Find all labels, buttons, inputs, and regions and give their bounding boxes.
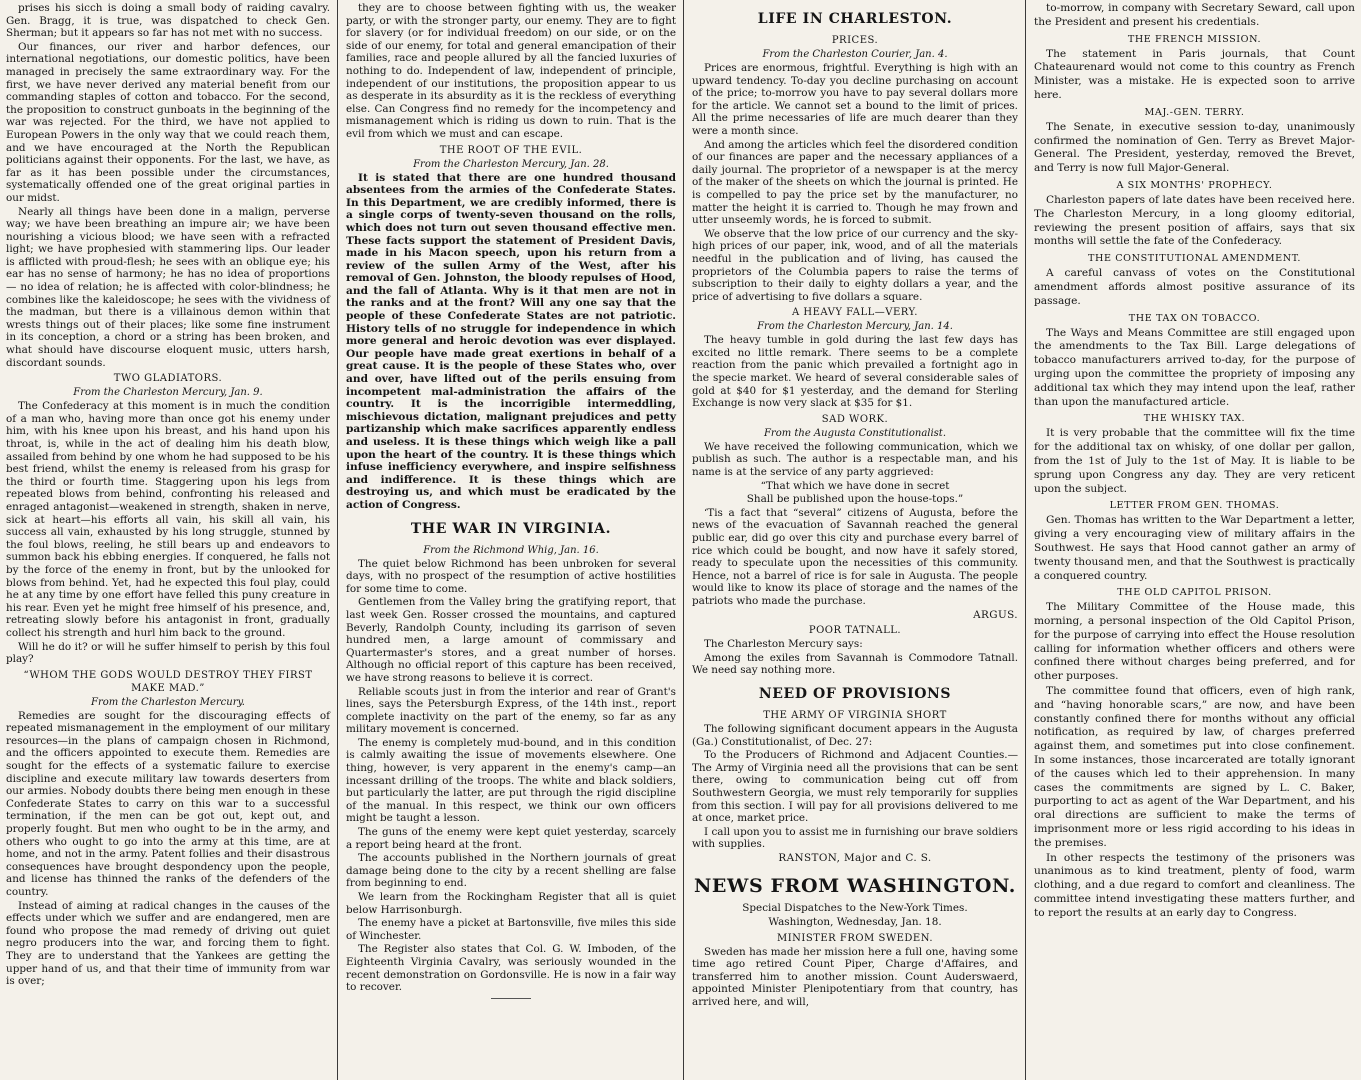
paragraph: The Military Committee of the House made, this morning, a personal inspection of the Old Capitol Prison, for the purpose of carrying into effect the House resolution calling for information whether officers and others were confined there without charges being preferred, and for other purposes. (1034, 601, 1355, 683)
quotation-line: Shall be published upon the house-tops.” (746, 493, 964, 506)
signature-ranston: RANSTON, Major and C. S. (778, 851, 932, 864)
section-heading-war-in-virginia: THE WAR IN VIRGINIA. (410, 520, 612, 537)
paragraph: The following significant document appears in the Augusta (Ga.) Constitutionalist, of Dec. 27: (692, 722, 1018, 748)
paragraph: I call upon you to assist me in furnishing our brave soldiers with supplies. (692, 825, 1018, 851)
paragraph: The enemy is completely mud-bound, and in this condition is calmly awaiting the issue of movements elsewhere. One thing, however, is very apparent in the enemy's camp—an incessant drilling of the troops. The white and black soldiers, but particularly the latter, are put through the rigid discipline of the manual. In this respect, we think our own officers might be taught a lesson. (346, 736, 676, 825)
paragraph: Remedies are sought for the discouraging effects of repeated mismanagement in the employment of our military resources—in the plans of campaign chosen in Richmond, and the officers appointed to execute them. Remedies are sought for the effects of a systematic failure to exercise discipline and execute military law towards deserters from our armies. Nobody doubts there being men enough in these Confederate States to carry on this war to a successful termination, if the men can be got out, kept out, and properly fought. But men who ought to be in the army, and others who ought to go into the army at this time, are at home, and not in the army. Patent follies and their disastrous consequences have brought despondency upon the people, and license has thinned the ranks of the defenders of the country. (6, 709, 330, 898)
article-source: From the Charleston Mercury, Jan. 28. (413, 158, 609, 170)
article-source: From the Charleston Mercury, Jan. 14. (757, 321, 953, 333)
paragraph: We learn from the Rockingham Register that all is quiet below Harrisonburgh. (346, 891, 676, 916)
section-heading-need-of-provisions: NEED OF PROVISIONS (758, 685, 952, 702)
paragraph: Our finances, our river and harbor defences, our international negotiations, our domestic politics, have been managed in precisely the same extraordinary way. For the first, we have never derived any material benefit from our commanding staples of cotton and tobacco. For the second, the proposition to construct gunboats in the beginning of the war was rejected. For the third, we have not applied to European Powers in the only way that we could reach them, and we have encouraged at the North the Republican politicians against their opponents. For the last, we have, as far as it has been possible under the circumstances, systematically offended one of the great original parties in our midst. (6, 40, 330, 204)
section-heading-prices: PRICES. (831, 35, 879, 46)
paragraph: prises his sicch is doing a small body of raiding cavalry. Gen. Bragg, it is true, was dispatched to check Gen. Sherman; but it appears so far has not met with no success. (6, 2, 330, 40)
paragraph: We have received the following communication, which we publish as such. The author is a respectable man, and his name is at the service of any party aggrieved: (692, 440, 1018, 479)
paragraph: Among the exiles from Savannah is Commodore Tatnall. We need say nothing more. (692, 651, 1018, 677)
paragraph: To the Producers of Richmond and Adjacent Counties.—The Army of Virginia need all the provisions that can be sent there, owing to communication being cut off from Southwestern Georgia, we must rely temporarily for supplies from this section. I will pay for all provisions delivered to me at once, market price. (692, 749, 1018, 825)
section-subheading-army-of-virginia: THE ARMY OF VIRGINIA SHORT (763, 709, 947, 721)
paragraph: It is very probable that the committee will fix the time for the additional tax on whisky, of one dollar per gallon, from the 1st of July to the 1st of May. It is liable to be sprung upon Congress any day. They are very reticent upon the subject. (1034, 427, 1355, 495)
section-heading-life-in-charleston: LIFE IN CHARLESTON. (757, 11, 953, 27)
paragraph: to-morrow, in company with Secretary Seward, call upon the President and present his credentials. (1034, 2, 1355, 28)
paragraph: The enemy have a picket at Bartonsville, five miles this side of Winchester. (346, 917, 676, 942)
article-source: From the Augusta Constitutionalist. (763, 427, 947, 439)
signature-argus: ARGUS. (973, 608, 1018, 621)
dispatch-line: Special Dispatches to the New-York Times. (742, 902, 968, 915)
section-heading-poor-tatnall: POOR TATNALL. (808, 625, 902, 637)
paragraph: ‘Tis a fact that “several” citizens of Augusta, before the news of the evacuation of Savannah reached the general public ear, did go over this city and purchase every barrel of rice which could be bought, and now have it safely stored, ready to speculate upon the necessities of this community. Hence, not a barrel of rice is for sale in Augusta. The people would like to know its place of storage and the names of the patriots who made the purchase. (692, 506, 1018, 607)
paragraph: In other respects the testimony of the prisoners was unanimous as to kind treatment, plenty of food, warm clothing, and a due regard to comfort and cleanliness. The committee intend investigating these matters further, and to report the results at an early day to Congress. (1034, 851, 1355, 919)
paragraph: The committee found that officers, even of high rank, and “having honorable scars,” are now, and have been constantly confined there for months without any official notification, as required by law, of charges preferred against them, and sometimes put into close confinement. In some instances, those incarcerated are totally ignorant of the causes which led to their apprehension. In many cases the commitments are signed by L. C. Baker, purporting to act as agent of the War Department, and his oral directions are sufficient to make the terms of imprisonment more or less rigid according to his ideas in the premises. (1034, 685, 1355, 849)
article-source: From the Charleston Mercury, Jan. 9. (73, 387, 263, 399)
column-rule (337, 0, 338, 1080)
paragraph: And among the articles which feel the disordered condition of our finances are paper and the necessary appliances of a daily journal. The proprietor of a newspaper is at the mercy of the maker of the sheets on which the journal is printed. He is compelled to pay the price set by the manufacturer, no matter the height it is carried to. Though he may frown and utter unseemly words, he is forced to submit. (692, 138, 1018, 227)
section-heading-six-months-prophecy: A SIX MONTHS' PROPHECY. (1116, 179, 1273, 191)
paragraph: The Ways and Means Committee are still engaged upon the amendments to the Tax Bill. Large delegations of tobacco manufacturers arrived to-day, for the purpose of urging upon the committee the propriety of imposing any additional tax which they may intend upon the leaf, rather than upon the manufactured article. (1034, 326, 1355, 408)
section-heading-gen-terry: MAJ.-GEN. TERRY. (1144, 106, 1245, 118)
section-heading-constitutional-amendment: THE CONSTITUTIONAL AMENDMENT. (1088, 253, 1301, 265)
paragraph: Sweden has made her mission here a full one, having some time ago retired Count Piper, Charge d'Affaires, and transferred him to another mission. Count Auderswaerd, appointed Minister Plenipotentiary from that country, has arrived here, and will, (692, 945, 1018, 1009)
section-heading-french-mission: THE FRENCH MISSION. (1127, 33, 1262, 45)
paragraph: The quiet below Richmond has been unbroken for several days, with no prospect of the resumption of active hostilities for some time to come. (346, 557, 676, 595)
section-separator (491, 998, 531, 999)
paragraph: Prices are enormous, frightful. Everything is high with an upward tendency. To-day you decline purchasing on account of the price; to-morrow you have to pay several dollars more for the article. We cannot set a bound to the limit of prices. All the prime necessaries of life are much dearer than they were a month since. (692, 62, 1018, 137)
section-heading-whisky-tax: THE WHISKY TAX. (1143, 413, 1246, 425)
paragraph: Gentlemen from the Valley bring the gratifying report, that last week Gen. Rosser crossed the mountains, and captured Beverly, Randolph County, including its garrison of seven hundred men, a large amount of commissary and Quartermaster's stores, and a great number of horses. Although no official report of this capture has been received, we have strong reasons to believe it is correct. (346, 596, 676, 684)
paragraph: Nearly all things have been done in a malign, perverse way; we have been breathing an impure air; we have been nourishing a vicious blood; we have seen with a refracted light; we have prophesied with stammering lips. Our leader is afflicted with proud-flesh; he sees with an oblique eye; his ear has no sense of harmony; he has no idea of proportions — no idea of relation; he is affected with color-blindness; he combines like the kaleidoscope; he sees with the vividness of the madman, but there is a villainous demon within that wrests things out of their places; like some fine instrument in its conception, a chord or a string has been broken, and what should have discourse eloquent music, utters harsh, discordant sounds. (6, 205, 330, 369)
section-heading-root-of-the-evil: THE ROOT OF THE EVIL. (439, 144, 583, 156)
article-source: From the Charleston Courier, Jan. 4. (762, 49, 948, 60)
column-2 (340, 0, 682, 1080)
paragraph: Charleston papers of late dates have been received here. The Charleston Mercury, in a long gloomy editorial, reviewing the present position of affairs, says that six months will settle the fate of the Confederacy. (1034, 193, 1355, 248)
column-3 (686, 0, 1024, 1080)
dateline: Washington, Wednesday, Jan. 18. (768, 916, 942, 929)
paragraph: We observe that the low price of our currency and the sky-high prices of our paper, ink, wood, and of all the materials needful in the publication and of living, has caused the proprietors of the Columbia papers to raise the terms of subscription to their daily to eighty dollars a year, and the price of advertising to five dollars a square. (692, 227, 1018, 303)
paragraph: A careful canvass of votes on the Constitutional amendment affords almost positive assurance of its passage. (1034, 267, 1355, 307)
quotation-line: “That which we have done in secret (760, 479, 950, 492)
section-heading-whom-the-gods: “WHOM THE GODS WOULD DESTROY THEY FIRST MAKE MAD.” (23, 669, 313, 694)
paragraph: The Senate, in executive session to-day, unanimously confirmed the nomination of Gen. Terry as Brevet Major-General. The President, yesterday, removed the Brevet, and Terry is now full Major-General. (1034, 120, 1355, 175)
paragraph: Reliable scouts just in from the interior and rear of Grant's lines, says the Petersburgh Express, of the 14th inst., report complete inactivity on the part of the enemy, so far as any military movement is concerned. (346, 685, 676, 736)
section-heading-two-gladiators: TWO GLADIATORS. (113, 373, 223, 385)
paragraph: The guns of the enemy were kept quiet yesterday, scarcely a report being heard at the front. (346, 826, 676, 851)
paragraph: The Charleston Mercury says: (704, 638, 863, 651)
column-rule (683, 0, 684, 1080)
article-source: From the Richmond Whig, Jan. 16. (423, 544, 599, 556)
paragraph: they are to choose between fighting with us, the weaker party, or with the stronger party, our enemy. They are to fight for slavery (or for individual freedom) on our side, or on the side of our enemy, for total and general emancipation of their families, race and people allured by all the fancied luxuries of nothing to do. Independent of law, independent of principle, independent of our institutions, the proposition appear to us as desperate in its absurdity as it is the reckless of everything else. Can Congress find no remedy for the incompetency and mismanagement which is riding us down to ruin. That is the evil from which we must and can escape. (346, 2, 676, 140)
paragraph: Gen. Thomas has written to the War Department a letter, giving a very encouraging view of military affairs in the Southwest. He says that Hood cannot gather an army of twenty thousand men, and that the Southwest is practically a conquered country. (1034, 514, 1355, 582)
column-4 (1028, 0, 1361, 1080)
paragraph: Instead of aiming at radical changes in the causes of the effects under which we suffer and are endangered, men are found who propose the mad remedy of driving out quiet negro producers into the war, and forcing them to fight. They are to understand that the Yankees are getting the upper hand of us, and that their time of immunity from war is over; (6, 899, 330, 988)
section-heading-letter-from-gen-thomas: LETTER FROM GEN. THOMAS. (1109, 500, 1280, 512)
paragraph: The Register also states that Col. G. W. Imboden, of the Eighteenth Virginia Cavalry, was seriously wounded in the recent demonstration on Gordonsville. He is now in a fair way to recover. (346, 943, 676, 994)
section-heading-old-capitol-prison: THE OLD CAPITOL PRISON. (1117, 587, 1272, 599)
section-heading-sad-work: SAD WORK. (821, 413, 889, 425)
column-rule (1025, 0, 1026, 1080)
section-heading-heavy-fall: A HEAVY FALL—VERY. (792, 307, 918, 319)
paragraph: The Confederacy at this moment is in much the condition of a man who, having more than once got his enemy under him, with his knee upon his breast, and his hand upon his throat, is, while in the act of dealing him his death blow, assailed from behind by one whom he had supposed to be his best friend, whilst the enemy is released from his grasp for the third or fourth time. Staggering upon his legs from repeated blows from behind, confronting his released and enraged antagonist—weakened in strength, shaken in nerve, sick at heart—his efforts all vain, his skill all vain, his success all vain, exhausted by his long struggle, stunned by the foul blows, reeling, he still bears up and endeavors to summon back his ebbing energies. If conquered, he falls not by the force of the enemy in front, but by the unlooked for blows from behind. Yet, had he expected this foul play, could he at any time by one effort have felled this puny creature in his rear. Even yet he might free himself of his presence, and, retreating slowly before his antagonist in front, gradually collect his strength and hurl him back to the ground. (6, 400, 330, 639)
paragraph: Will he do it? or will he suffer himself to perish by this foul play? (6, 640, 330, 666)
paragraph: The accounts published in the Northern journals of great damage being done to the city by a recent shelling are false from beginning to end. (346, 852, 676, 890)
paragraph: It is stated that there are one hundred thousand absentees from the armies of the Confederate States. In this Department, we are credibly informed, there is a single corps of twenty-seven thousand on the rolls, which does not turn out seven thousand effective men. These facts support the statement of President Davis, made in his Macon speech, upon his return from a review of the sullen Army of the West, after his removal of Gen. Johnston, the bloody repulses of Hood, and the fall of Atlanta. Why is it that men are not in the ranks and at the front? Will any one say that the people of these Confederate States are not patriotic. History tells of no struggle for independence in which more general and heroic devotion was ever displayed. Our people have made great exertions in behalf of a great cause. It is the people of these States who, over and over, have lifted out of the perils ensuing from incompetent mal-administration the affairs of the country. It is the incorrigible intermeddling, mischievous dictation, malignant prejudices and petty partizanship which make sacrifices apparently endless and useless. It is these things which weigh like a pall upon the heart of the country. It is these things which infuse inefficiency everywhere, and inspire selfishness and indifference. It is these things which are destroying us, and which must be eradicated by the action of Congress. (346, 171, 676, 511)
section-heading-news-from-washington: NEWS FROM WASHINGTON. (693, 875, 1017, 898)
section-heading-minister-from-sweden: MINISTER FROM SWEDEN. (776, 932, 934, 944)
column-1 (0, 0, 336, 1080)
section-heading-tax-on-tobacco: THE TAX ON TOBACCO. (1128, 312, 1261, 324)
article-source: From the Charleston Mercury. (91, 696, 245, 708)
paragraph: The heavy tumble in gold during the last few days has excited no little remark. There seems to be a complete reaction from the panic which prevailed a fortnight ago in the specie market. We heard of several considerable sales of gold at $40 for $1 yesterday, and the demand for Sterling Exchange is now very slack at $35 for $1. (692, 334, 1018, 410)
paragraph: The statement in Paris journals, that Count Chateaurenard would not come to this country as French Minister, was a mistake. He is expected soon to arrive here. (1034, 47, 1355, 101)
